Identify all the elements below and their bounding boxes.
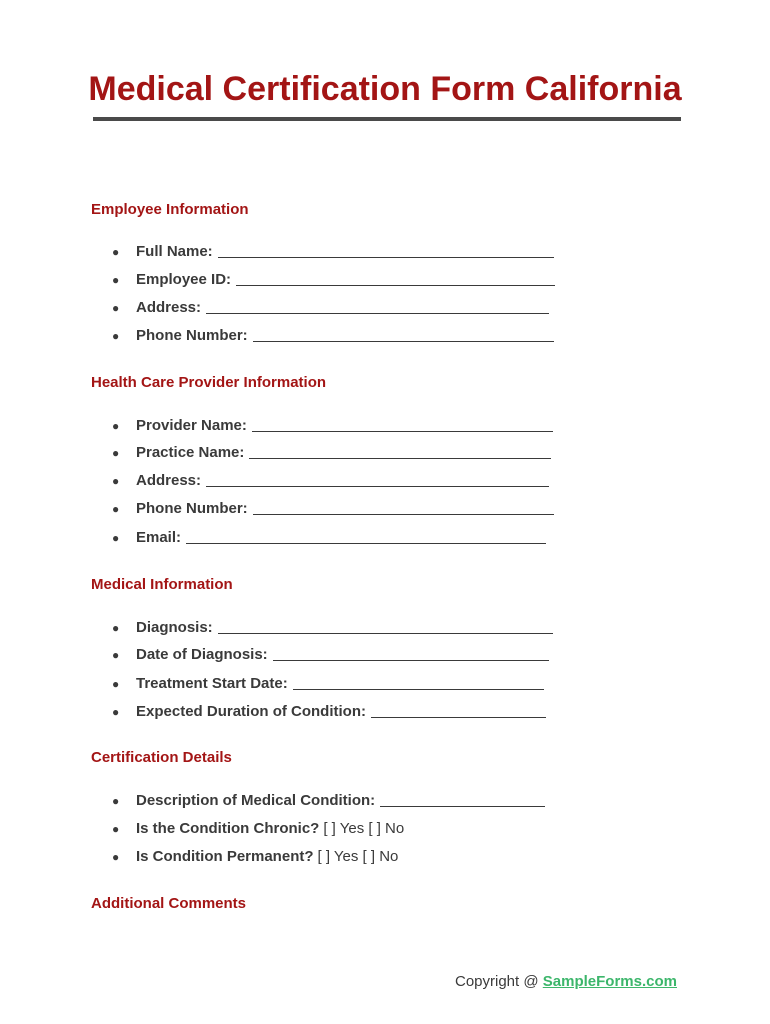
page-title: Medical Certification Form California	[88, 70, 682, 108]
brand-link[interactable]: SampleForms.com	[542, 973, 677, 990]
permanent-yes-no-options[interactable]: [ ] Yes [ ] No	[317, 848, 399, 865]
practice-name-input-line[interactable]	[249, 457, 551, 459]
section-heading-employee: Employee Information	[91, 201, 249, 218]
field-condition-permanent	[112, 848, 398, 865]
provider-email-input-line[interactable]	[186, 542, 546, 544]
section-heading-medical: Medical Information	[91, 576, 233, 593]
bullet: ●	[112, 850, 120, 864]
field-condition-chronic	[112, 820, 404, 837]
bullet: ●	[112, 531, 120, 545]
title-divider	[93, 117, 681, 121]
employee-id-input-line[interactable]	[236, 284, 555, 286]
diagnosis-input-line[interactable]	[218, 632, 553, 634]
field-label: Is the Condition Chronic?	[136, 820, 320, 837]
expected-duration-input-line[interactable]	[371, 716, 546, 718]
field-label: Address:	[136, 299, 202, 316]
field-employee-id	[112, 271, 555, 288]
bullet: ●	[112, 446, 120, 460]
field-provider-name	[112, 417, 553, 434]
section-heading-comments: Additional Comments	[91, 895, 247, 912]
field-label: Diagnosis:	[136, 619, 213, 636]
field-label: Date of Diagnosis:	[136, 646, 268, 663]
field-label: Description of Medical Condition:	[136, 792, 376, 809]
chronic-yes-no-options[interactable]: [ ] Yes [ ] No	[323, 820, 405, 837]
bullet: ●	[112, 502, 120, 516]
field-label: Is Condition Permanent?	[136, 848, 314, 865]
field-label: Email:	[136, 529, 182, 546]
field-practice-name	[112, 444, 551, 461]
bullet: ●	[112, 705, 120, 719]
field-label: Employee ID:	[136, 271, 232, 288]
field-diagnosis	[112, 619, 553, 636]
field-label: Practice Name:	[136, 444, 245, 461]
field-employee-phone	[112, 327, 554, 344]
copyright-footer	[455, 973, 677, 990]
provider-phone-input-line[interactable]	[253, 513, 554, 515]
bullet: ●	[112, 648, 120, 662]
bullet: ●	[112, 621, 120, 635]
field-full-name	[112, 243, 554, 260]
treatment-start-date-input-line[interactable]	[293, 688, 544, 690]
bullet: ●	[112, 474, 120, 488]
bullet: ●	[112, 273, 120, 287]
description-condition-input-line[interactable]	[380, 805, 545, 807]
section-heading-certification: Certification Details	[91, 749, 232, 766]
field-label: Full Name:	[136, 243, 213, 260]
bullet: ●	[112, 794, 120, 808]
field-date-of-diagnosis	[112, 646, 549, 663]
field-provider-phone	[112, 500, 554, 517]
field-employee-address	[112, 299, 549, 316]
date-of-diagnosis-input-line[interactable]	[273, 659, 549, 661]
field-label: Address:	[136, 472, 202, 489]
field-label: Provider Name:	[136, 417, 247, 434]
field-treatment-start-date	[112, 675, 544, 692]
field-label: Treatment Start Date:	[136, 675, 288, 692]
field-label: Phone Number:	[136, 500, 248, 517]
field-label: Phone Number:	[136, 327, 248, 344]
bullet: ●	[112, 419, 120, 433]
full-name-input-line[interactable]	[218, 256, 554, 258]
bullet: ●	[112, 677, 120, 691]
field-label: Expected Duration of Condition:	[136, 703, 366, 720]
bullet: ●	[112, 245, 120, 259]
bullet: ●	[112, 822, 120, 836]
employee-address-input-line[interactable]	[206, 312, 549, 314]
provider-name-input-line[interactable]	[252, 430, 553, 432]
field-expected-duration	[112, 703, 546, 720]
copyright-prefix: Copyright @	[455, 973, 539, 990]
provider-address-input-line[interactable]	[206, 485, 549, 487]
bullet: ●	[112, 301, 120, 315]
employee-phone-input-line[interactable]	[253, 340, 554, 342]
field-provider-address	[112, 472, 549, 489]
bullet: ●	[112, 329, 120, 343]
section-heading-provider: Health Care Provider Information	[91, 374, 327, 391]
field-provider-email	[112, 529, 546, 546]
field-description-condition	[112, 792, 545, 809]
